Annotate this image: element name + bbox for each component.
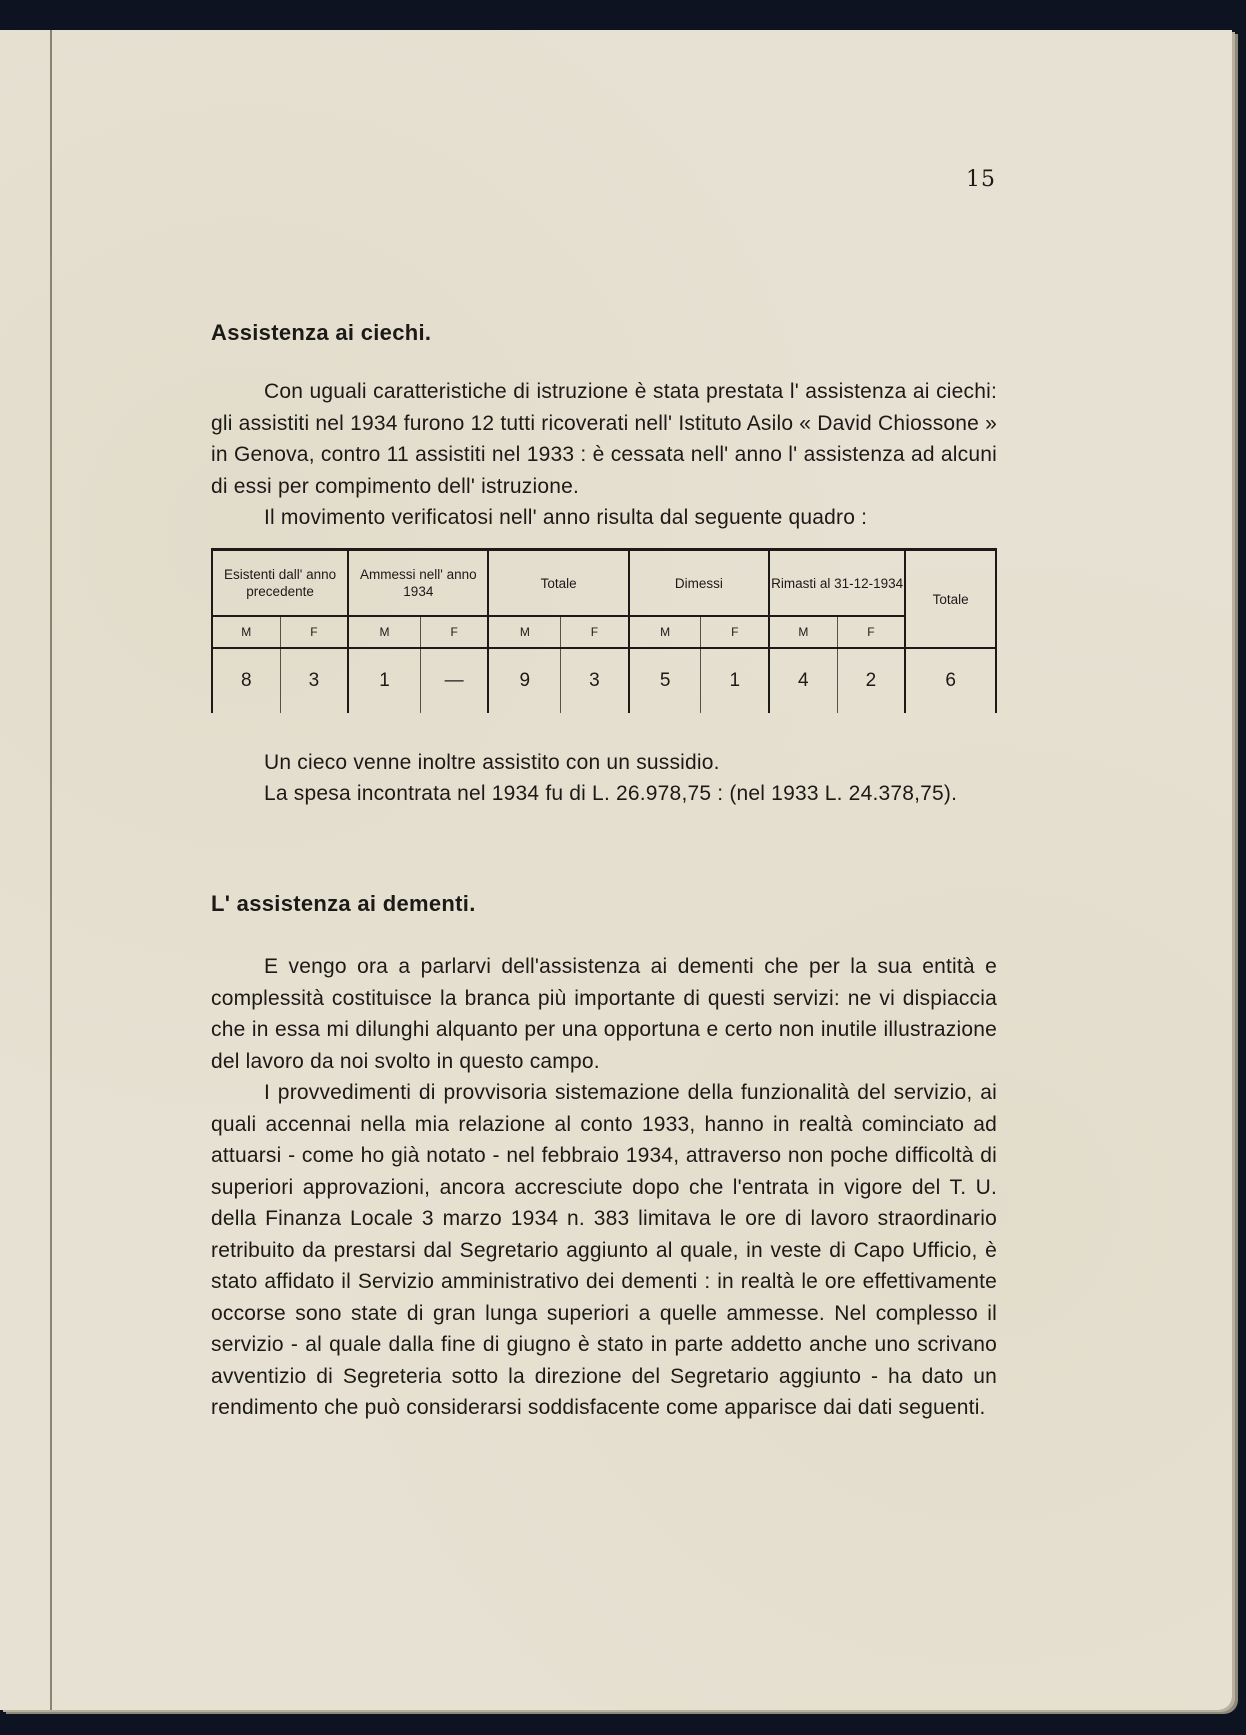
table-header-row	[212, 550, 996, 617]
paragraph-ciechi-intro: Con uguali caratteristiche di istruzione è stata prestata l' assistenza ai ciechi: gli assistiti nel 1934 furono 12 tutti ricoverati nell' Istituto Asilo « David Chiossone » in Genova, contro 11 assistiti nel 1933 : è cessata nell' anno l' assistenza ad alcuni di essi per compimento dell' istruzione.	[211, 380, 997, 498]
header-esistenti: Esistenti dall' anno precedente	[212, 550, 348, 617]
paragraph-dementi-provvedimenti: I provvedimenti di provvisoria sistemazione della funzionalità del servizio, ai quali accennai nella mia relazione al conto 1933, hanno in realtà cominciato ad attuarsi - come ho già notato - nel febbraio 1934, attraverso non poche difficoltà di superiori approvazioni, ancora accresciute dopo che l'entrata in vigore del T. U. della Finanza Locale 3 marzo 1934 n. 383 limitava le ore di lavoro straordinario retribuito da prestarsi dal Segretario aggiunto al quale, in veste di Capo Ufficio, è stato affidato il Servizio amministrativo dei dementi : in realtà le ore effettivamente occorse sono state di gran lunga superiori a quelle ammesse. Nel complesso il servizio - al quale dalla fine di giugno è stato in parte addetto anche uno scrivano avventizio di Segreteria sotto la direzione del Segretario aggiunto - ha dato un rendimento che può considerarsi soddisfacente come apparisce dai dati seguenti.	[211, 1081, 997, 1419]
value-rimasti-f: 2	[837, 648, 905, 713]
document-page	[0, 30, 1232, 1710]
movement-table	[211, 548, 997, 713]
table-subheader-row	[212, 616, 996, 648]
paragraph-spesa: La spesa incontrata nel 1934 fu di L. 26.978,75 : (nel 1933 L. 24.378,75).	[264, 782, 958, 805]
page-number: 15	[966, 167, 996, 192]
gutter-line	[50, 30, 52, 1710]
value-rimasti-m: 4	[769, 648, 837, 713]
subheader-f: F	[701, 616, 769, 648]
subheader-f: F	[420, 616, 488, 648]
subheader-f: F	[837, 616, 905, 648]
section-heading-ciechi: Assistenza ai ciechi.	[211, 320, 432, 345]
paragraph-sussidio: Un cieco venne inoltre assistito con un sussidio.	[264, 751, 720, 774]
subheader-f: F	[561, 616, 629, 648]
value-esistenti-m: 8	[212, 648, 280, 713]
value-dimessi-f: 1	[701, 648, 769, 713]
section-heading-dementi: L' assistenza ai dementi.	[211, 891, 476, 916]
header-dimessi: Dimessi	[629, 550, 769, 617]
value-totale-final: 6	[905, 648, 996, 713]
header-rimasti: Rimasti al 31-12-1934	[769, 550, 905, 617]
subheader-m: M	[769, 616, 837, 648]
value-esistenti-f: 3	[280, 648, 348, 713]
subheader-m: M	[629, 616, 701, 648]
header-totale-final: Totale	[905, 550, 996, 649]
subheader-m: M	[212, 616, 280, 648]
value-dimessi-m: 5	[629, 648, 701, 713]
value-ammessi-f: —	[420, 648, 488, 713]
header-totale: Totale	[488, 550, 628, 617]
table-row	[212, 648, 996, 713]
subheader-m: M	[348, 616, 420, 648]
value-totale-m: 9	[488, 648, 560, 713]
subheader-m: M	[488, 616, 560, 648]
header-ammessi: Ammessi nell' anno 1934	[348, 550, 488, 617]
paragraph-dementi-intro: E vengo ora a parlarvi dell'assistenza ai dementi che per la sua entità e complessità costituisce la branca più importante di questi servizi: ne vi dispiaccia che in essa mi dilunghi alquanto per una opportuna e certo non inutile illustrazione del lavoro da noi svolto in questo campo.	[211, 955, 997, 1073]
paragraph-ciechi-table-intro: Il movimento verificatosi nell' anno risulta dal seguente quadro :	[264, 506, 868, 529]
value-totale-f: 3	[561, 648, 629, 713]
subheader-f: F	[280, 616, 348, 648]
value-ammessi-m: 1	[348, 648, 420, 713]
